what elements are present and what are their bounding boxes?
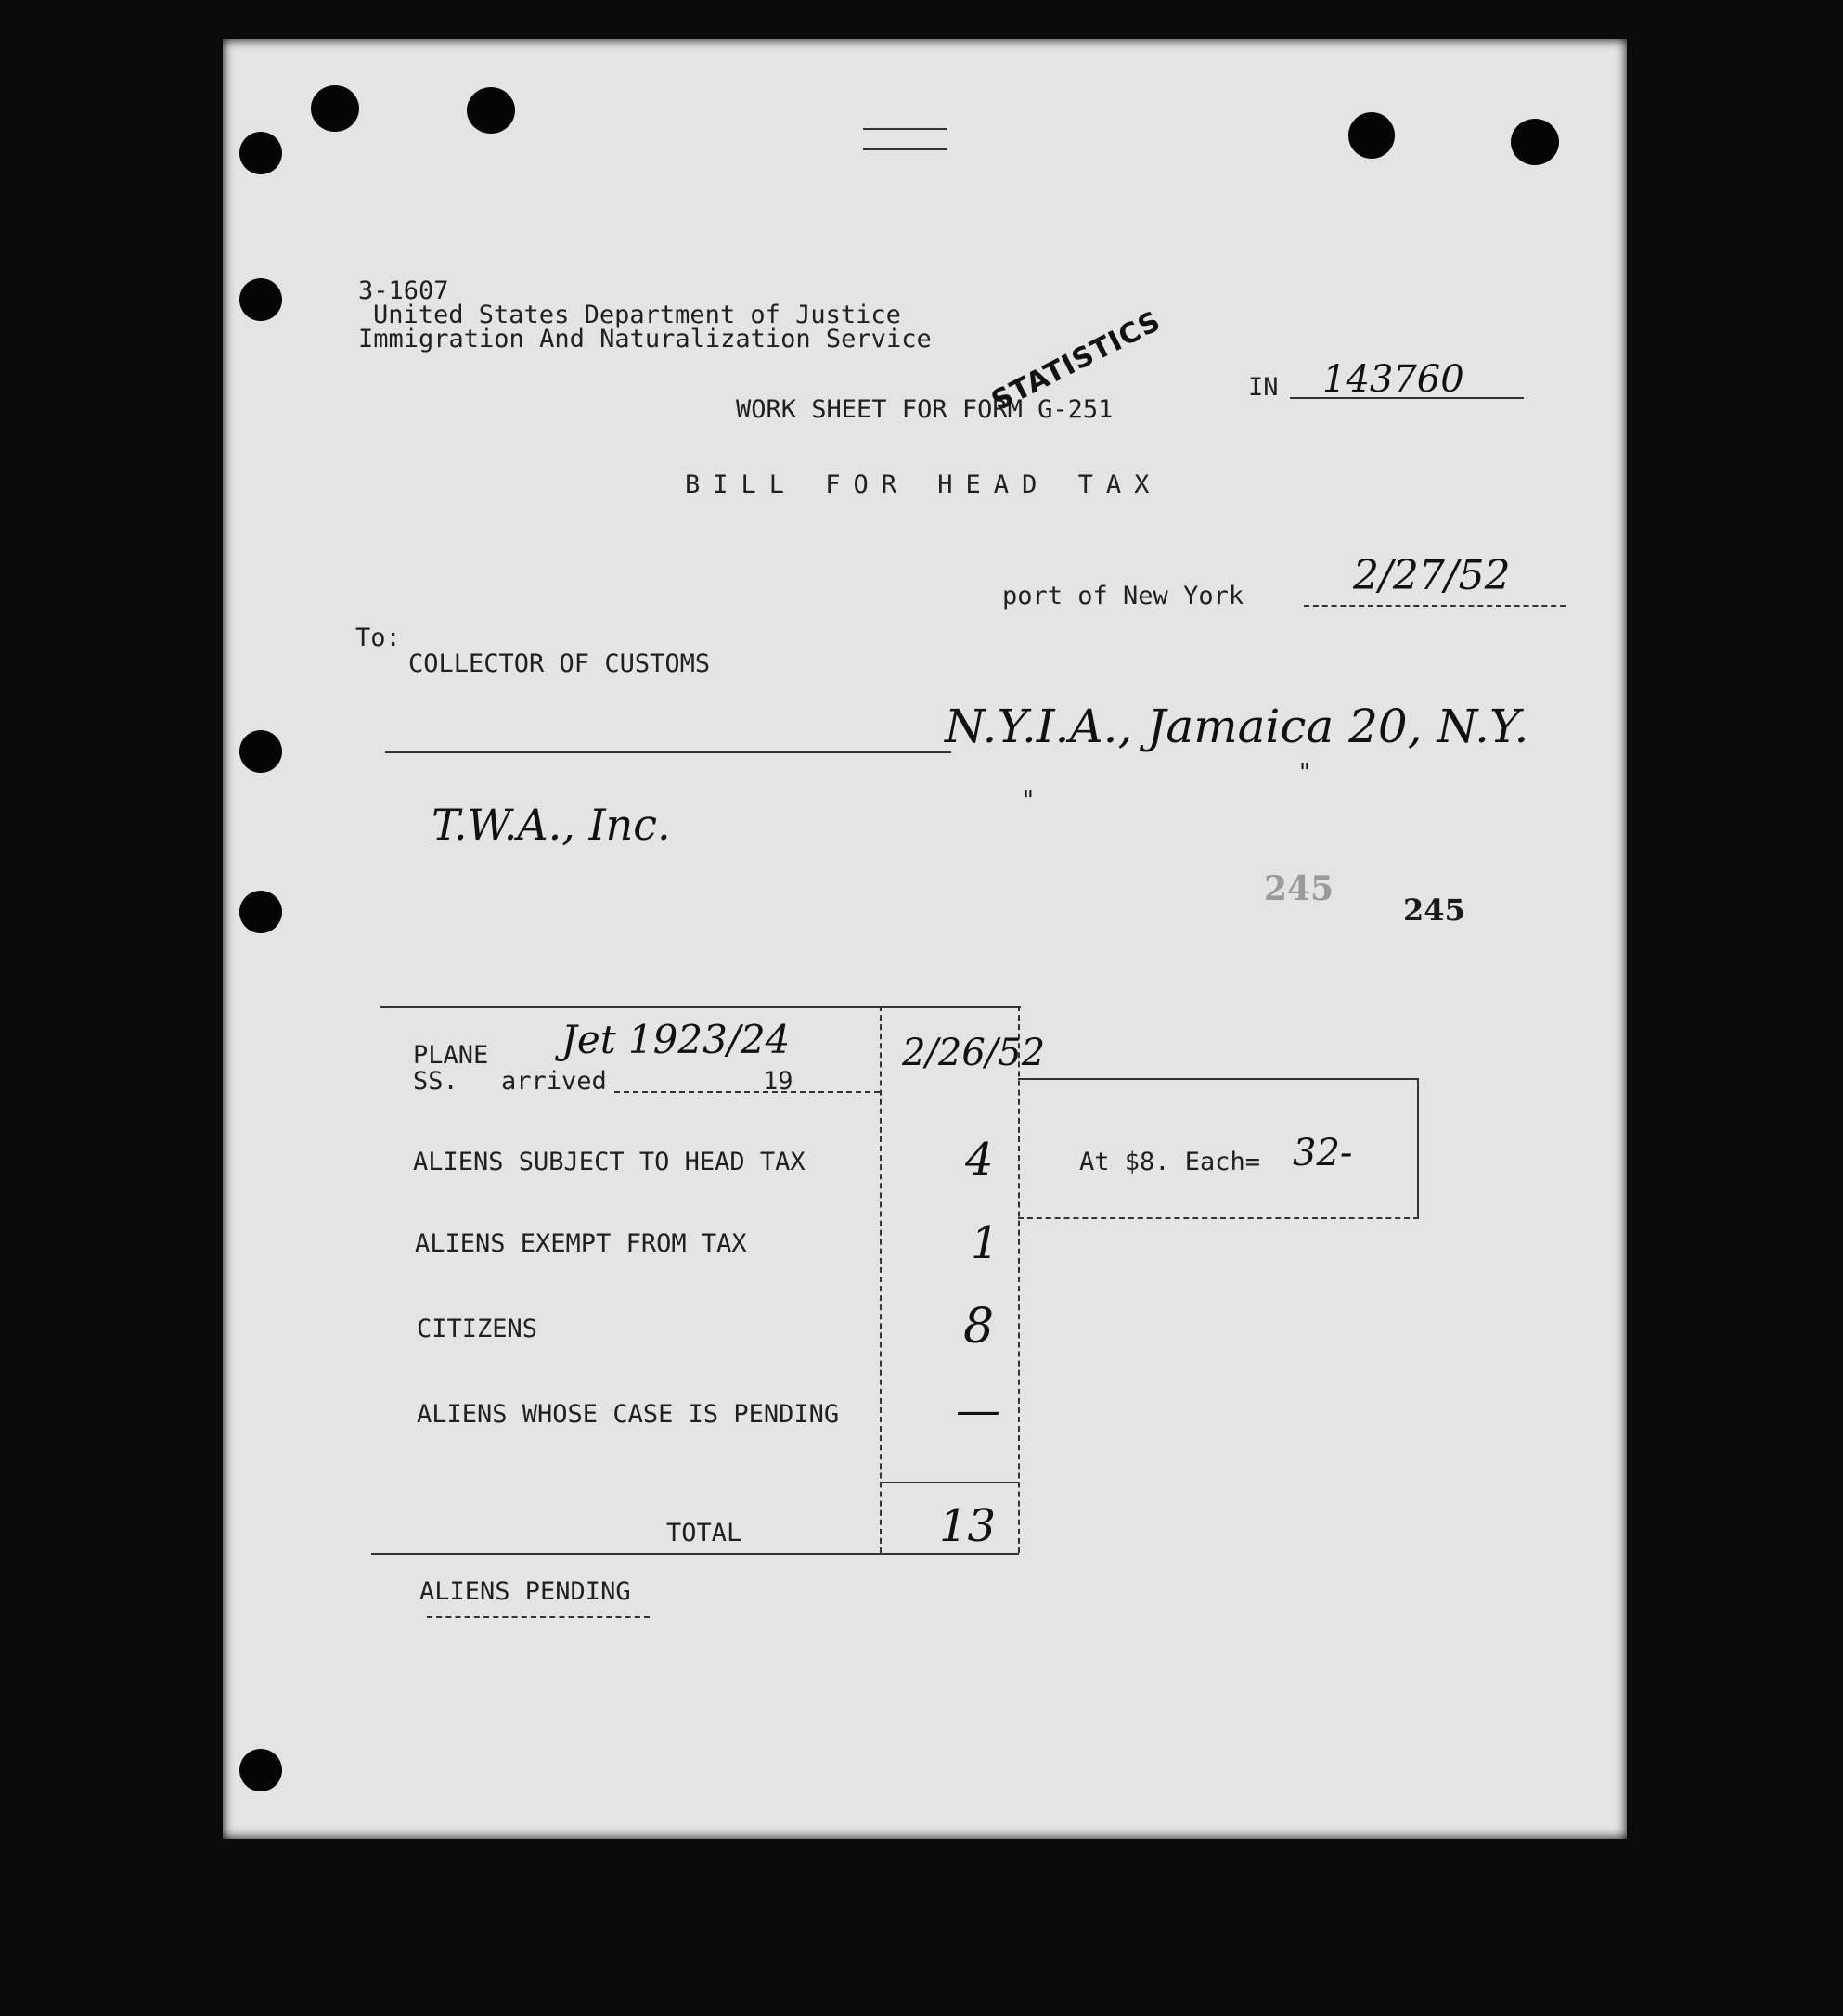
table-row-label: ALIENS EXEMPT FROM TAX [415,1229,747,1258]
ditto-mark: " [1299,759,1310,787]
year-prefix: 19 [763,1067,793,1096]
total-value: 13 [939,1500,997,1552]
table-row-label: ALIENS SUBJECT TO HEAD TAX [413,1148,806,1176]
bill-title: BILL FOR HEAD TAX [685,470,1163,499]
arrival-date-handwritten: 2/26/52 [902,1032,1046,1074]
punch-hole [239,132,282,174]
aliens-pending-label: ALIENS PENDING [419,1577,631,1606]
punch-hole [1348,112,1395,159]
flight-handwritten: Jet 1923/24 [561,1017,791,1062]
document-page [223,39,1627,1839]
arrived-label: arrived [501,1067,607,1096]
ditto-mark: " [1023,787,1034,815]
punch-hole [1511,119,1559,165]
table-row-value: 8 [963,1299,995,1355]
address-line [385,751,951,753]
table-row-label: ALIENS WHOSE CASE IS PENDING [417,1400,840,1429]
department-name: United States Department of Justice [373,301,901,329]
in-number: 143760 [1322,358,1464,401]
port-date: 2/27/52 [1353,552,1511,599]
ss-label: SS. [413,1067,458,1096]
collector-label: COLLECTOR OF CUSTOMS [408,649,711,678]
faded-number: 245 [1264,869,1334,908]
in-number-line [1290,397,1524,399]
punch-hole [239,730,282,773]
rate-box-top [1018,1078,1419,1080]
worksheet-title: WORK SHEET FOR FORM G-251 [736,395,1114,424]
top-mark [863,148,947,150]
port-date-line [1304,605,1566,607]
table-bottom-border [371,1553,1019,1555]
table-top-border [380,1006,1021,1008]
port-label: port of New York [1002,582,1244,610]
punch-hole [239,891,282,933]
ref-number: 245 [1403,892,1465,928]
punch-hole [239,1749,282,1791]
location-handwritten: N.Y.I.A., Jamaica 20, N.Y. [945,700,1529,753]
total-top-border [880,1482,1019,1483]
top-mark [863,128,947,130]
table-right-border [1018,1006,1020,1553]
table-row-value: 1 [971,1217,999,1269]
rate-box-bottom [1018,1217,1419,1219]
aliens-pending-underline [427,1616,650,1618]
total-label: TOTAL [666,1519,742,1547]
table-row-value: — [956,1384,1000,1436]
rate-box-right [1417,1078,1419,1219]
arrived-line [614,1091,880,1093]
punch-hole [239,278,282,321]
service-name: Immigration And Naturalization Service [358,325,932,353]
rate-total: 32- [1293,1132,1353,1175]
in-label: IN [1248,373,1279,402]
to-label: To: [355,623,401,652]
statistics-stamp: STATISTICS [986,304,1166,418]
plane-label: PLANE [413,1041,489,1070]
rate-label: At $8. Each= [1079,1148,1261,1176]
punch-hole [467,87,515,134]
table-row-label: CITIZENS [417,1315,538,1343]
file-number: 3-1607 [358,276,449,305]
carrier-handwritten: T.W.A., Inc. [432,800,671,850]
punch-hole [311,85,359,132]
table-row-value: 4 [965,1134,994,1186]
table-divider [880,1006,882,1553]
